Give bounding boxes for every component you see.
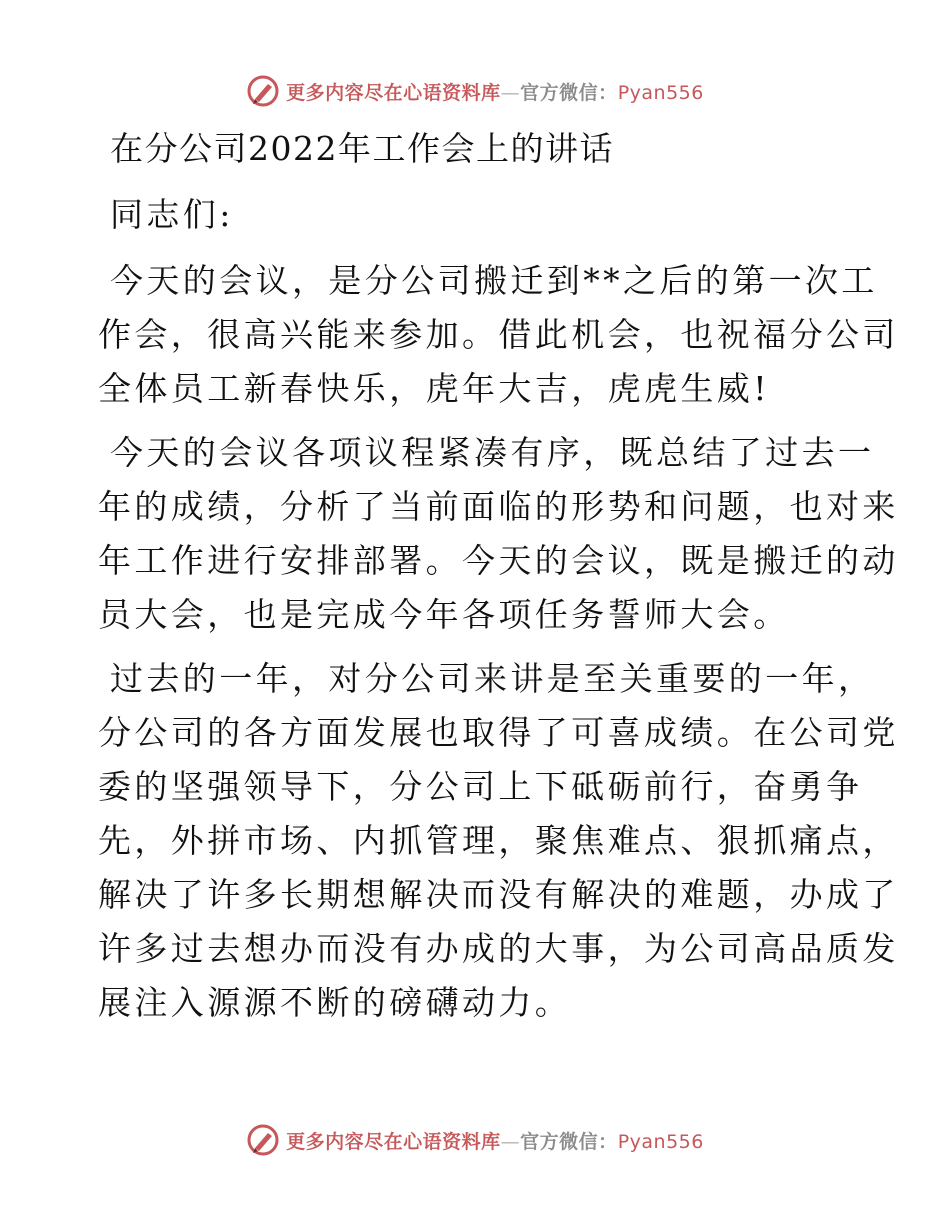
watermark-brand: 更多内容尽在心语资料库 bbox=[286, 1130, 501, 1153]
paragraph-line: 过去的一年，对分公司来讲是至关重要的一年， bbox=[110, 659, 875, 698]
paragraph-line: 今天的会议，是分公司搬迁到**之后的第一次工 bbox=[110, 261, 878, 300]
watermark-official: 官方微信： bbox=[520, 1130, 618, 1153]
watermark-handle: Pyan556 bbox=[617, 81, 704, 104]
paragraph-line: 员大会，也是完成今年各项任务誓师大会。 bbox=[98, 595, 790, 634]
paragraph-line: 全体员工新春快乐，虎年大吉，虎虎生威! bbox=[98, 369, 770, 408]
paragraph-2 bbox=[98, 426, 899, 642]
document-body bbox=[98, 122, 899, 1040]
pen-logo-icon bbox=[246, 74, 280, 108]
watermark-text bbox=[286, 78, 704, 105]
watermark-separator: — bbox=[500, 81, 521, 104]
watermark-text bbox=[286, 1127, 704, 1154]
watermark-brand: 更多内容尽在心语资料库 bbox=[286, 81, 501, 104]
paragraph-3 bbox=[98, 652, 899, 1030]
watermark-separator: — bbox=[500, 1130, 521, 1153]
pen-logo-icon bbox=[246, 1123, 280, 1157]
watermark-header bbox=[0, 71, 950, 111]
watermark-official: 官方微信： bbox=[520, 81, 618, 104]
paragraph-line: 年的成绩，分析了当前面临的形势和问题，也对来 bbox=[98, 487, 899, 526]
paragraph-line: 年工作进行安排部署。今天的会议，既是搬迁的动 bbox=[98, 541, 899, 580]
paragraph-line: 委的坚强领导下，分公司上下砥砺前行，奋勇争 bbox=[98, 767, 863, 806]
watermark-footer bbox=[0, 1120, 950, 1160]
paragraph-line: 今天的会议各项议程紧凑有序，既总结了过去一 bbox=[110, 433, 875, 472]
paragraph-line: 作会，很高兴能来参加。借此机会，也祝福分公司 bbox=[98, 315, 899, 354]
paragraph-line: 展注入源源不断的磅礴动力。 bbox=[98, 983, 572, 1022]
paragraph-1 bbox=[98, 254, 899, 416]
document-title: 在分公司2022年工作会上的讲话 bbox=[110, 129, 614, 168]
paragraph-line: 许多过去想办而没有办成的大事，为公司高品质发 bbox=[98, 929, 899, 968]
paragraph-line: 解决了许多长期想解决而没有解决的难题，办成了 bbox=[98, 875, 899, 914]
paragraph-line: 先，外拼市场、内抓管理，聚焦难点、狠抓痛点， bbox=[98, 821, 899, 860]
watermark-handle: Pyan556 bbox=[617, 1130, 704, 1153]
paragraph-line: 分公司的各方面发展也取得了可喜成绩。在公司党 bbox=[98, 713, 899, 752]
salutation: 同志们: bbox=[110, 195, 234, 234]
